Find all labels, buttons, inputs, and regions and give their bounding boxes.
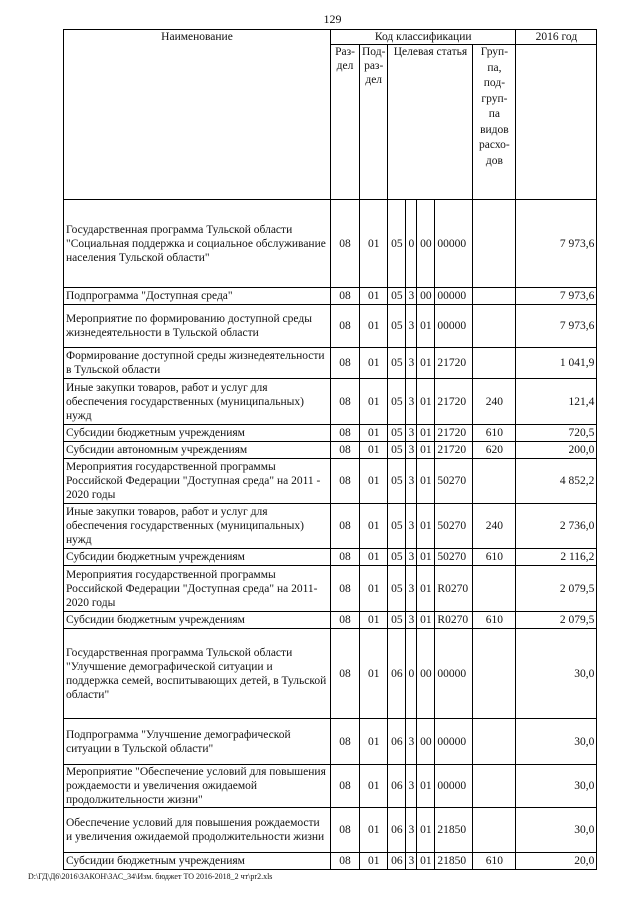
cell-subsection: 01 xyxy=(360,566,388,612)
cell-target-subprogram: 3 xyxy=(406,425,417,442)
table-row xyxy=(64,348,597,379)
cell-expense-group xyxy=(473,288,516,305)
cell-target-event: 01 xyxy=(417,808,435,853)
cell-section: 08 xyxy=(331,719,360,765)
cell-target-direction: 21720 xyxy=(435,442,473,459)
row-name: Субсидии бюджетным учреждениям xyxy=(64,612,331,629)
cell-subsection: 01 xyxy=(360,719,388,765)
cell-section: 08 xyxy=(331,442,360,459)
cell-target-subprogram: 3 xyxy=(406,612,417,629)
row-name: Иные закупки товаров, работ и услуг для обеспечения государственных (муниципальных) нужд xyxy=(64,379,331,425)
cell-section: 08 xyxy=(331,348,360,379)
cell-target-event: 00 xyxy=(417,719,435,765)
cell-target-program: 06 xyxy=(388,853,406,870)
cell-subsection: 01 xyxy=(360,442,388,459)
cell-target-program: 05 xyxy=(388,504,406,549)
cell-target-direction: 21850 xyxy=(435,853,473,870)
cell-amount: 2 079,5 xyxy=(516,612,597,629)
cell-expense-group xyxy=(473,808,516,853)
table-row xyxy=(64,425,597,442)
row-name: Подпрограмма "Доступная среда" xyxy=(64,288,331,305)
cell-target-event: 00 xyxy=(417,629,435,719)
cell-target-direction: 21720 xyxy=(435,348,473,379)
cell-expense-group xyxy=(473,566,516,612)
cell-target-subprogram: 3 xyxy=(406,442,417,459)
cell-amount: 720,5 xyxy=(516,425,597,442)
cell-expense-group: 610 xyxy=(473,549,516,566)
cell-section: 08 xyxy=(331,566,360,612)
cell-section: 08 xyxy=(331,504,360,549)
row-name: Формирование доступной среды жизнедеятельности в Тульской области xyxy=(64,348,331,379)
cell-target-subprogram: 0 xyxy=(406,200,417,288)
cell-expense-group xyxy=(473,305,516,348)
cell-expense-group: 240 xyxy=(473,379,516,425)
cell-subsection: 01 xyxy=(360,504,388,549)
table-row xyxy=(64,765,597,808)
cell-target-event: 01 xyxy=(417,305,435,348)
cell-target-program: 05 xyxy=(388,379,406,425)
cell-section: 08 xyxy=(331,305,360,348)
cell-expense-group: 610 xyxy=(473,853,516,870)
cell-target-program: 06 xyxy=(388,808,406,853)
cell-target-program: 06 xyxy=(388,629,406,719)
cell-target-subprogram: 0 xyxy=(406,629,417,719)
cell-target-program: 05 xyxy=(388,566,406,612)
cell-section: 08 xyxy=(331,549,360,566)
table-row xyxy=(64,629,597,719)
cell-expense-group: 620 xyxy=(473,442,516,459)
cell-subsection: 01 xyxy=(360,629,388,719)
row-name: Субсидии бюджетным учреждениям xyxy=(64,425,331,442)
row-name: Субсидии автономным учреждениям xyxy=(64,442,331,459)
cell-target-direction: 50270 xyxy=(435,504,473,549)
cell-subsection: 01 xyxy=(360,853,388,870)
row-name: Мероприятия государственной программы Российской Федерации "Доступная среда" на 2011-2020 годы xyxy=(64,566,331,612)
cell-target-program: 06 xyxy=(388,765,406,808)
cell-target-program: 05 xyxy=(388,305,406,348)
table-row xyxy=(64,549,597,566)
cell-amount: 30,0 xyxy=(516,719,597,765)
cell-target-direction: 00000 xyxy=(435,305,473,348)
cell-subsection: 01 xyxy=(360,808,388,853)
cell-expense-group xyxy=(473,765,516,808)
cell-target-direction: 21720 xyxy=(435,425,473,442)
cell-amount: 200,0 xyxy=(516,442,597,459)
cell-amount: 20,0 xyxy=(516,853,597,870)
cell-section: 08 xyxy=(331,629,360,719)
cell-target-program: 05 xyxy=(388,200,406,288)
table-row xyxy=(64,459,597,504)
cell-target-direction: 50270 xyxy=(435,459,473,504)
cell-target-event: 01 xyxy=(417,549,435,566)
cell-amount: 2 116,2 xyxy=(516,549,597,566)
cell-target-subprogram: 3 xyxy=(406,459,417,504)
header-section: Раз- дел xyxy=(331,45,360,200)
cell-target-direction: R0270 xyxy=(435,612,473,629)
cell-section: 08 xyxy=(331,288,360,305)
cell-subsection: 01 xyxy=(360,425,388,442)
cell-target-event: 01 xyxy=(417,459,435,504)
cell-target-subprogram: 3 xyxy=(406,719,417,765)
cell-subsection: 01 xyxy=(360,459,388,504)
cell-expense-group: 240 xyxy=(473,504,516,549)
cell-target-direction: 50270 xyxy=(435,549,473,566)
cell-target-event: 01 xyxy=(417,504,435,549)
cell-section: 08 xyxy=(331,808,360,853)
cell-subsection: 01 xyxy=(360,305,388,348)
table-row xyxy=(64,853,597,870)
cell-target-event: 01 xyxy=(417,348,435,379)
cell-expense-group xyxy=(473,200,516,288)
cell-target-event: 01 xyxy=(417,442,435,459)
cell-section: 08 xyxy=(331,853,360,870)
cell-target-event: 01 xyxy=(417,566,435,612)
file-path-footer: D:\ГД\Д6\2016\ЗАКОН\ЗАС_34\Изм. бюджет ТО 2016-2018_2 чт\pr2.xls xyxy=(28,872,273,881)
cell-target-program: 05 xyxy=(388,549,406,566)
cell-target-program: 05 xyxy=(388,459,406,504)
cell-section: 08 xyxy=(331,425,360,442)
cell-target-subprogram: 3 xyxy=(406,549,417,566)
cell-amount: 4 852,2 xyxy=(516,459,597,504)
cell-target-program: 06 xyxy=(388,719,406,765)
row-name: Обеспечение условий для повышения рождаемости и увеличения ожидаемой продолжительности жизни xyxy=(64,808,331,853)
cell-section: 08 xyxy=(331,459,360,504)
cell-section: 08 xyxy=(331,200,360,288)
cell-target-event: 01 xyxy=(417,853,435,870)
header-name: Наименование xyxy=(64,30,331,200)
budget-table xyxy=(63,29,597,870)
cell-target-program: 05 xyxy=(388,348,406,379)
cell-target-program: 05 xyxy=(388,288,406,305)
cell-section: 08 xyxy=(331,765,360,808)
table-row xyxy=(64,612,597,629)
cell-target-direction: 00000 xyxy=(435,200,473,288)
header-year-blank xyxy=(516,45,597,200)
cell-subsection: 01 xyxy=(360,612,388,629)
cell-amount: 7 973,6 xyxy=(516,305,597,348)
header-target-article: Целевая статья xyxy=(388,45,473,200)
cell-subsection: 01 xyxy=(360,288,388,305)
cell-subsection: 01 xyxy=(360,549,388,566)
cell-target-subprogram: 3 xyxy=(406,566,417,612)
row-name: Мероприятие "Обеспечение условий для повышения рождаемости и увеличения ожидаемой продолжительности жизни" xyxy=(64,765,331,808)
cell-expense-group: 610 xyxy=(473,612,516,629)
cell-target-subprogram: 3 xyxy=(406,288,417,305)
row-name: Подпрограмма "Улучшение демографической ситуации в Тульской области" xyxy=(64,719,331,765)
cell-target-program: 05 xyxy=(388,612,406,629)
row-name: Мероприятия государственной программы Российской Федерации "Доступная среда" на 2011 - 2020 годы xyxy=(64,459,331,504)
cell-target-subprogram: 3 xyxy=(406,504,417,549)
cell-subsection: 01 xyxy=(360,379,388,425)
row-name: Государственная программа Тульской области "Социальная поддержка и социальное обслуживание населения Тульской области" xyxy=(64,200,331,288)
header-classification-code: Код классификации xyxy=(331,30,516,45)
cell-target-subprogram: 3 xyxy=(406,379,417,425)
page-number: 129 xyxy=(323,12,342,26)
header-year: 2016 год xyxy=(516,30,597,45)
header-expense-group: Груп- па, под- груп- па видов расхо- дов xyxy=(473,45,516,200)
table-row xyxy=(64,442,597,459)
cell-target-direction: 21850 xyxy=(435,808,473,853)
table-row xyxy=(64,379,597,425)
cell-target-direction: R0270 xyxy=(435,566,473,612)
cell-target-direction: 00000 xyxy=(435,719,473,765)
table-row xyxy=(64,808,597,853)
row-name: Субсидии бюджетным учреждениям xyxy=(64,853,331,870)
cell-target-subprogram: 3 xyxy=(406,348,417,379)
cell-target-program: 05 xyxy=(388,425,406,442)
row-name: Государственная программа Тульской области "Улучшение демографической ситуации и поддержка семей, воспитывающих детей, в Тульской области" xyxy=(64,629,331,719)
cell-amount: 7 973,6 xyxy=(516,288,597,305)
table-row xyxy=(64,504,597,549)
cell-expense-group xyxy=(473,459,516,504)
table-row xyxy=(64,200,597,288)
cell-amount: 30,0 xyxy=(516,808,597,853)
cell-target-event: 01 xyxy=(417,765,435,808)
cell-amount: 2 079,5 xyxy=(516,566,597,612)
cell-target-event: 01 xyxy=(417,425,435,442)
cell-target-program: 05 xyxy=(388,442,406,459)
row-name: Субсидии бюджетным учреждениям xyxy=(64,549,331,566)
cell-section: 08 xyxy=(331,379,360,425)
row-name: Мероприятие по формированию доступной среды жизнедеятельности в Тульской области xyxy=(64,305,331,348)
cell-section: 08 xyxy=(331,612,360,629)
table-row xyxy=(64,305,597,348)
cell-target-subprogram: 3 xyxy=(406,853,417,870)
cell-amount: 121,4 xyxy=(516,379,597,425)
cell-target-direction: 00000 xyxy=(435,765,473,808)
cell-target-subprogram: 3 xyxy=(406,305,417,348)
row-name: Иные закупки товаров, работ и услуг для обеспечения государственных (муниципальных) нужд xyxy=(64,504,331,549)
cell-amount: 1 041,9 xyxy=(516,348,597,379)
cell-target-event: 01 xyxy=(417,379,435,425)
cell-subsection: 01 xyxy=(360,765,388,808)
cell-amount: 30,0 xyxy=(516,629,597,719)
cell-amount: 2 736,0 xyxy=(516,504,597,549)
cell-target-subprogram: 3 xyxy=(406,808,417,853)
table-row xyxy=(64,719,597,765)
cell-subsection: 01 xyxy=(360,200,388,288)
cell-target-subprogram: 3 xyxy=(406,765,417,808)
cell-subsection: 01 xyxy=(360,348,388,379)
cell-target-direction: 00000 xyxy=(435,288,473,305)
cell-amount: 30,0 xyxy=(516,765,597,808)
cell-target-event: 01 xyxy=(417,612,435,629)
table-row xyxy=(64,288,597,305)
cell-expense-group xyxy=(473,719,516,765)
cell-target-direction: 21720 xyxy=(435,379,473,425)
cell-target-event: 00 xyxy=(417,200,435,288)
cell-expense-group xyxy=(473,348,516,379)
cell-expense-group: 610 xyxy=(473,425,516,442)
cell-amount: 7 973,6 xyxy=(516,200,597,288)
cell-expense-group xyxy=(473,629,516,719)
table-row xyxy=(64,566,597,612)
header-subsection: Под- раз- дел xyxy=(360,45,388,200)
cell-target-event: 00 xyxy=(417,288,435,305)
cell-target-direction: 00000 xyxy=(435,629,473,719)
